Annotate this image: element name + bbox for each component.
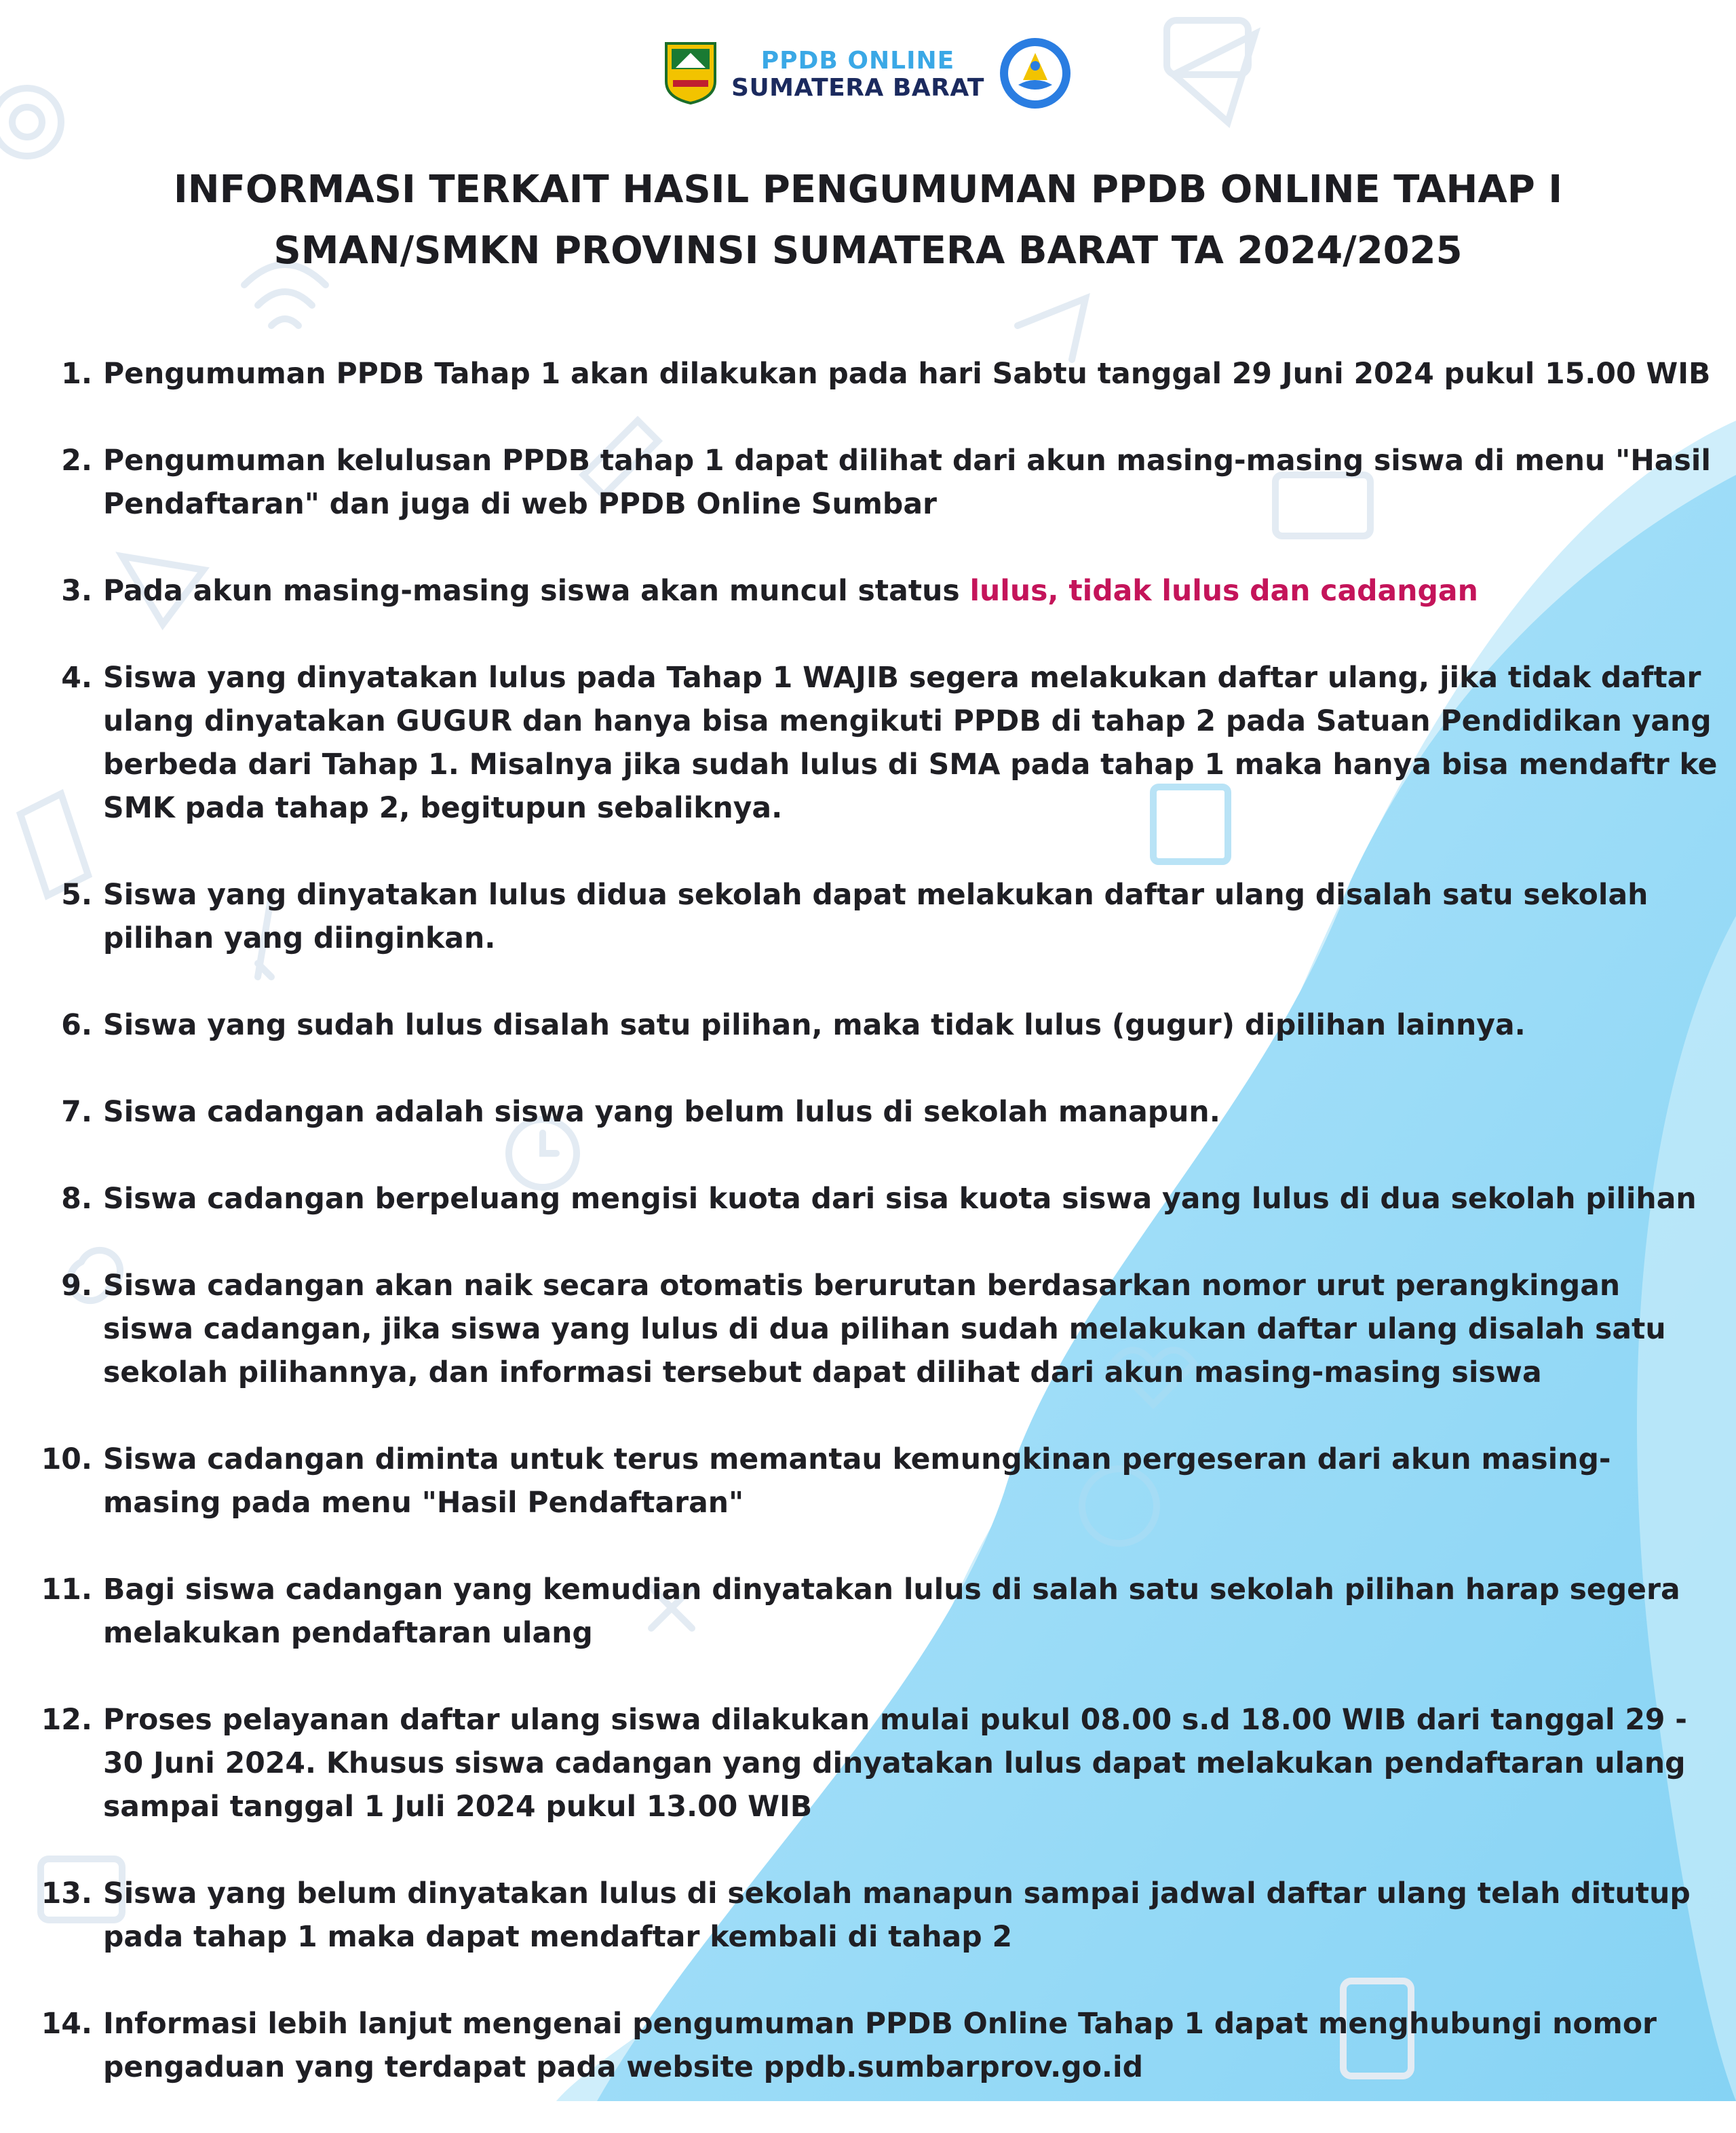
page-title <box>0 159 1736 282</box>
list-item <box>0 1091 1736 1134</box>
header <box>0 27 1736 122</box>
item-number: 3. <box>61 575 92 608</box>
list-item <box>0 440 1736 526</box>
title-line-1: INFORMASI TERKAIT HASIL PENGUMUMAN PPDB ONLINE TAHAP I <box>173 168 1563 212</box>
list-item <box>0 353 1736 396</box>
title-line-2: SMAN/SMKN PROVINSI SUMATERA BARAT TA 2024/2025 <box>273 229 1463 273</box>
item-text-line: Informasi lebih lanjut mengenai pengumuman PPDB Online Tahap 1 dapat menghubungi nomor <box>103 2007 1657 2041</box>
item-text-line: pada tahap 1 maka dapat mendaftar kembali di tahap 2 <box>103 1921 1013 1954</box>
list-item <box>0 1872 1736 1959</box>
announcement-list <box>0 353 1736 2133</box>
item-text-line: SMK pada tahap 2, begitupun sebaliknya. <box>103 792 783 825</box>
list-item <box>0 874 1736 961</box>
item-text-line: Siswa cadangan berpeluang mengisi kuota dari sisa kuota siswa yang lulus di dua sekolah pilihan <box>103 1183 1697 1216</box>
item-number: 9. <box>61 1269 92 1303</box>
arrow-doodle-icon <box>1018 299 1085 360</box>
item-text-line <box>103 570 1729 613</box>
brand-top-text: PPDB ONLINE <box>760 47 955 75</box>
item-text-line: sekolah pilihannya, dan informasi tersebut dapat dilihat dari akun masing-masing siswa <box>103 1356 1542 1389</box>
item-number: 14. <box>41 2007 92 2041</box>
item-text-prefix: Pada akun masing-masing siswa akan muncul status <box>103 575 970 608</box>
item-text-line: Bagi siswa cadangan yang kemudian dinyatakan lulus di salah satu sekolah pilihan harap segera <box>103 1573 1680 1607</box>
list-item <box>0 1569 1736 1655</box>
list-item <box>0 1438 1736 1525</box>
item-number: 12. <box>41 1704 92 1737</box>
item-text-line: pengaduan yang terdapat pada website ppdb.sumbarprov.go.id <box>103 2051 1144 2084</box>
tut-wuri-handayani-icon <box>998 36 1073 113</box>
item-number: 10. <box>41 1443 92 1476</box>
list-item <box>0 570 1736 613</box>
list-item <box>0 1178 1736 1221</box>
item-text-line: Siswa yang dinyatakan lulus pada Tahap 1 WAJIB segera melakukan daftar ulang, jika tidak daftar <box>103 661 1701 695</box>
item-text-line: melakukan pendaftaran ulang <box>103 1617 593 1650</box>
brand-bottom-text: SUMATERA BARAT <box>731 74 984 102</box>
item-text-line: Pendaftaran" dan juga di web PPDB Online Sumbar <box>103 488 937 521</box>
item-number: 13. <box>41 1877 92 1910</box>
item-text-line: Pengumuman PPDB Tahap 1 akan dilakukan pada hari Sabtu tanggal 29 Juni 2024 pukul 15.00 WIB <box>103 358 1711 391</box>
item-text-line: Siswa cadangan adalah siswa yang belum lulus di sekolah manapun. <box>103 1096 1220 1129</box>
list-item <box>0 1265 1736 1395</box>
item-number: 11. <box>41 1573 92 1607</box>
item-text-line: siswa cadangan, jika siswa yang lulus di dua pilihan sudah melakukan daftar ulang disalah satu <box>103 1313 1666 1346</box>
item-number: 8. <box>61 1183 92 1216</box>
list-item <box>0 2003 1736 2090</box>
item-text-line: Pengumuman kelulusan PPDB tahap 1 dapat dilihat dari akun masing-masing siswa di menu "Hasil <box>103 444 1711 478</box>
list-item <box>0 657 1736 830</box>
item-number: 6. <box>61 1009 92 1042</box>
item-text-line: Siswa cadangan diminta untuk terus memantau kemungkinan pergeseran dari akun masing- <box>103 1443 1611 1476</box>
sumbar-crest-icon <box>663 41 718 109</box>
item-number: 2. <box>61 444 92 478</box>
item-text-line: sampai tanggal 1 Juli 2024 pukul 13.00 WIB <box>103 1790 813 1824</box>
item-number: 1. <box>61 358 92 391</box>
item-number: 7. <box>61 1096 92 1129</box>
item-text-line: 30 Juni 2024. Khusus siswa cadangan yang dinyatakan lulus dapat melakukan pendaftaran ulang <box>103 1747 1686 1780</box>
item-text-line: berbeda dari Tahap 1. Misalnya jika sudah lulus di SMA pada tahap 1 maka hanya bisa mendaftr ke <box>103 748 1718 782</box>
item-text-line: Siswa yang dinyatakan lulus didua sekolah dapat melakukan daftar ulang disalah satu sekolah <box>103 879 1648 912</box>
item-text-line: Proses pelayanan daftar ulang siswa dilakukan mulai pukul 08.00 s.d 18.00 WIB dari tanggal 29 - <box>103 1704 1687 1737</box>
item-number: 4. <box>61 661 92 695</box>
item-number: 5. <box>61 879 92 912</box>
item-text-line: masing pada menu "Hasil Pendaftaran" <box>103 1486 744 1520</box>
status-highlight: lulus, tidak lulus dan cadangan <box>969 575 1478 608</box>
item-text-line: pilihan yang diinginkan. <box>103 922 496 955</box>
item-text-line: ulang dinyatakan GUGUR dan hanya bisa mengikuti PPDB di tahap 2 pada Satuan Pendidikan yang <box>103 705 1712 738</box>
logo-row <box>663 36 1073 113</box>
item-text-line: Siswa cadangan akan naik secara otomatis berurutan berdasarkan nomor urut perangkingan <box>103 1269 1621 1303</box>
item-text-line: Siswa yang sudah lulus disalah satu pilihan, maka tidak lulus (gugur) dipilihan lainnya. <box>103 1009 1526 1042</box>
item-text-line: Siswa yang belum dinyatakan lulus di sekolah manapun sampai jadwal daftar ulang telah ditutup <box>103 1877 1691 1910</box>
list-item <box>0 1004 1736 1048</box>
list-item <box>0 1699 1736 1829</box>
brand-wordmark <box>731 49 984 100</box>
